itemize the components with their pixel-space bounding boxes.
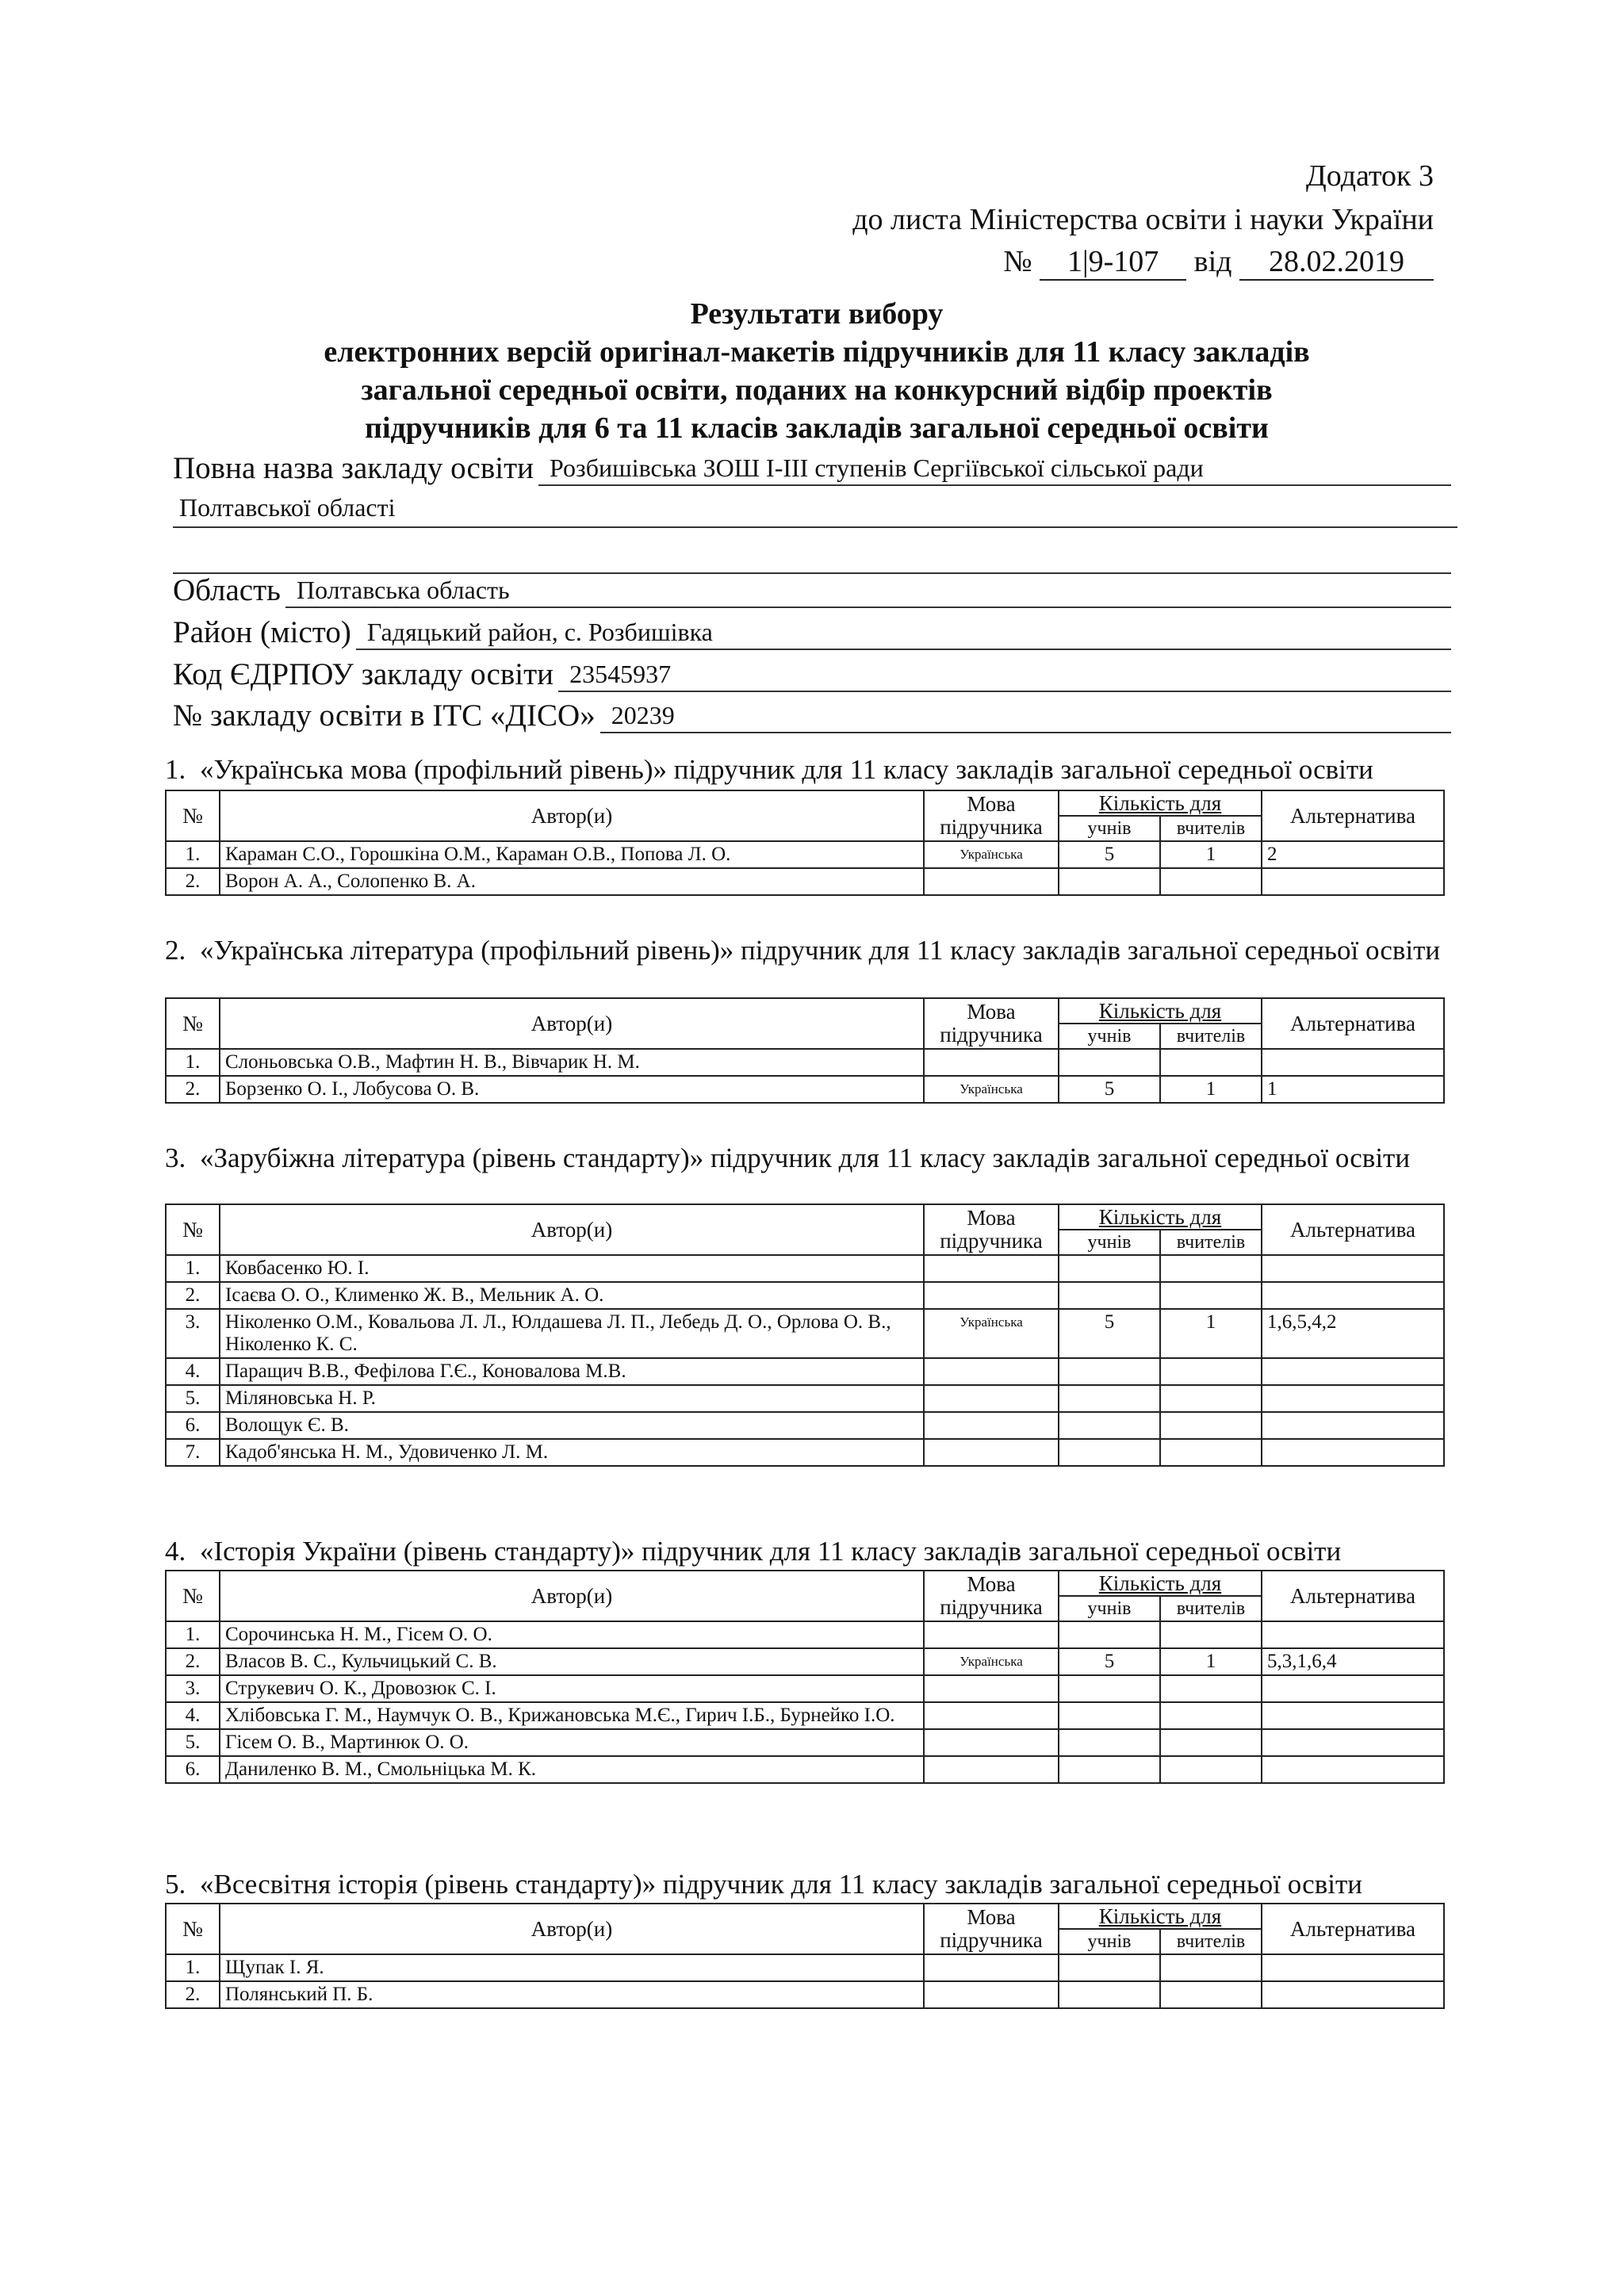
col-header-language: Мова підручника: [924, 1204, 1059, 1255]
table-row: [166, 1439, 1444, 1466]
table-row: [166, 1358, 1444, 1385]
col-header-teachers: вчителів: [1160, 1230, 1262, 1255]
table-header-row: [166, 1204, 1444, 1230]
col-header-author: Автор(и): [220, 1204, 924, 1255]
row-author: Полянський П. Б.: [220, 1981, 924, 2008]
col-header-students: учнів: [1059, 1596, 1160, 1621]
row-students: [1059, 1255, 1160, 1282]
row-students: [1059, 1729, 1160, 1756]
row-students: [1059, 868, 1160, 895]
col-header-quantity: [1059, 1204, 1262, 1230]
col-header-no: №: [166, 1204, 220, 1255]
section-name: «Всесвітня історія (рівень стандарту)» підручник для 11 класу закладів загальної середньої освіти: [200, 1869, 1362, 1900]
number-label: №: [1003, 245, 1032, 278]
title-line-4: підручників для 6 та 11 класів закладів загальної середньої освіти: [365, 411, 1269, 445]
section-number: 2.: [165, 935, 186, 966]
quantity-label: Кількість для: [1098, 998, 1222, 1023]
row-teachers: [1160, 1621, 1262, 1648]
row-alternative: [1262, 1954, 1444, 1981]
row-students: [1059, 1756, 1160, 1783]
row-teachers: 1: [1160, 1309, 1262, 1358]
col-header-no: №: [166, 1904, 220, 1954]
title-line-2: електронних версій оригінал-макетів підручників для 11 класу закладів: [324, 335, 1310, 369]
row-students: [1059, 1049, 1160, 1076]
table-row: [166, 1702, 1444, 1729]
row-language: [924, 1049, 1059, 1076]
letter-reference: до листа Міністерства освіти і науки України: [852, 203, 1434, 236]
title-line-3: загальної середньої освіти, поданих на конкурсний відбір проектів: [361, 373, 1273, 407]
region-field: [173, 572, 1451, 608]
section-title: [165, 1868, 1456, 1901]
table-header-row: [166, 1904, 1444, 1929]
section-name: «Історія України (рівень стандарту)» підручник для 11 класу закладів загальної середньої освіти: [200, 1536, 1342, 1567]
region-label: Область: [173, 573, 281, 607]
row-number: 7.: [166, 1439, 220, 1466]
row-teachers: [1160, 868, 1262, 895]
quantity-label: Кількість для: [1098, 1571, 1222, 1595]
quantity-label: Кількість для: [1098, 1904, 1222, 1928]
col-header-author: Автор(и): [220, 790, 924, 841]
col-header-quantity: [1059, 998, 1262, 1024]
row-alternative: [1262, 1255, 1444, 1282]
table-row: [166, 868, 1444, 895]
district-label: Район (місто): [173, 615, 351, 649]
col-header-students: учнів: [1059, 816, 1160, 841]
row-teachers: [1160, 1954, 1262, 1981]
row-language: Українська: [924, 1309, 1059, 1358]
row-number: 1.: [166, 1621, 220, 1648]
row-alternative: [1262, 1412, 1444, 1439]
row-author: Кадоб'янська Н. М., Удовиченко Л. М.: [220, 1439, 924, 1466]
row-students: [1059, 1621, 1160, 1648]
table-row: [166, 1076, 1444, 1103]
row-language: [924, 1358, 1059, 1385]
row-language: [924, 1621, 1059, 1648]
row-author: Ворон А. А., Солопенко В. А.: [220, 868, 924, 895]
col-header-alternative: Альтернатива: [1262, 790, 1444, 841]
section-title: [165, 753, 1456, 786]
section-number: 4.: [165, 1536, 186, 1567]
row-teachers: [1160, 1358, 1262, 1385]
full-name-field: [173, 450, 1451, 486]
row-alternative: [1262, 1675, 1444, 1702]
full-name-label: Повна назва закладу освіти: [173, 451, 534, 485]
quantity-label: Кількість для: [1098, 1204, 1222, 1229]
row-alternative: [1262, 1282, 1444, 1309]
col-header-language: Мова підручника: [924, 1571, 1059, 1621]
row-language: [924, 868, 1059, 895]
table-header-row: [166, 998, 1444, 1024]
row-author: Власов В. С., Кульчицький С. В.: [220, 1648, 924, 1675]
row-students: 5: [1059, 1076, 1160, 1103]
results-table: [165, 790, 1445, 896]
row-author: Міляновська Н. Р.: [220, 1385, 924, 1412]
edrpou-label: Код ЄДРПОУ закладу освіти: [173, 657, 554, 691]
row-teachers: [1160, 1282, 1262, 1309]
row-language: [924, 1981, 1059, 2008]
row-author: Борзенко О. І., Лобусова О. В.: [220, 1076, 924, 1103]
row-author: Ковбасенко Ю. І.: [220, 1255, 924, 1282]
table-row: [166, 1385, 1444, 1412]
row-students: [1059, 1412, 1160, 1439]
row-alternative: 2: [1262, 841, 1444, 868]
letter-date: 28.02.2019: [1239, 244, 1434, 281]
row-alternative: 5,3,1,6,4: [1262, 1648, 1444, 1675]
district-field: [173, 614, 1451, 650]
row-students: [1059, 1981, 1160, 2008]
row-alternative: [1262, 1702, 1444, 1729]
table-row: [166, 1648, 1444, 1675]
row-author: Струкевич О. К., Дровозюк С. І.: [220, 1675, 924, 1702]
row-author: Караман С.О., Горошкіна О.М., Караман О.В., Попова Л. О.: [220, 841, 924, 868]
col-header-alternative: Альтернатива: [1262, 998, 1444, 1049]
col-header-teachers: вчителів: [1160, 1024, 1262, 1049]
row-alternative: [1262, 1358, 1444, 1385]
table-header-row: [166, 1571, 1444, 1596]
row-alternative: [1262, 1621, 1444, 1648]
table-row: [166, 1412, 1444, 1439]
row-teachers: [1160, 1385, 1262, 1412]
col-header-language: Мова підручника: [924, 998, 1059, 1049]
row-language: Українська: [924, 1076, 1059, 1103]
its-label: № закладу освіти в ІТС «ДІСО»: [173, 698, 596, 733]
table-row: [166, 1756, 1444, 1783]
col-header-no: №: [166, 1571, 220, 1621]
section-name: «Українська мова (профільний рівень)» підручник для 11 класу закладів загальної середньої освіти: [200, 754, 1373, 785]
row-students: 5: [1059, 1648, 1160, 1675]
row-language: Українська: [924, 1648, 1059, 1675]
row-teachers: [1160, 1981, 1262, 2008]
row-teachers: [1160, 1675, 1262, 1702]
col-header-students: учнів: [1059, 1024, 1160, 1049]
row-author: Щупак І. Я.: [220, 1954, 924, 1981]
table-row: [166, 1954, 1444, 1981]
row-students: 5: [1059, 1309, 1160, 1358]
results-table: [165, 1570, 1445, 1784]
section-title: [165, 1142, 1456, 1175]
col-header-teachers: вчителів: [1160, 1596, 1262, 1621]
table-row: [166, 1621, 1444, 1648]
title-line-1: Результати вибору: [690, 297, 944, 331]
table-row: [166, 1729, 1444, 1756]
row-alternative: [1262, 1981, 1444, 2008]
col-header-alternative: Альтернатива: [1262, 1571, 1444, 1621]
row-students: [1059, 1282, 1160, 1309]
row-language: [924, 1675, 1059, 1702]
table-row: [166, 1255, 1444, 1282]
row-number: 3.: [166, 1675, 220, 1702]
row-alternative: [1262, 1049, 1444, 1076]
row-language: [924, 1756, 1059, 1783]
row-author: Ісаєва О. О., Клименко Ж. В., Мельник А. О.: [220, 1282, 924, 1309]
row-number: 1.: [166, 841, 220, 868]
row-number: 1.: [166, 1049, 220, 1076]
row-language: [924, 1439, 1059, 1466]
row-number: 1.: [166, 1255, 220, 1282]
row-author: Паращич В.В., Фефілова Г.Є., Коновалова М.В.: [220, 1358, 924, 1385]
row-students: [1059, 1385, 1160, 1412]
edrpou-value: 23545937: [558, 660, 1451, 692]
section-title: [165, 934, 1456, 967]
row-alternative: [1262, 868, 1444, 895]
row-author: Хлібовська Г. М., Наумчук О. В., Крижановська М.Є., Гирич І.Б., Бурнейко І.О.: [220, 1702, 924, 1729]
row-number: 5.: [166, 1385, 220, 1412]
row-alternative: [1262, 1756, 1444, 1783]
col-header-author: Автор(и): [220, 1571, 924, 1621]
row-number: 6.: [166, 1412, 220, 1439]
quantity-label: Кількість для: [1098, 790, 1222, 815]
row-number: 4.: [166, 1358, 220, 1385]
row-number: 2.: [166, 1282, 220, 1309]
col-header-teachers: вчителів: [1160, 816, 1262, 841]
its-value: 20239: [600, 701, 1451, 733]
row-students: [1059, 1358, 1160, 1385]
table-header-row: [166, 790, 1444, 816]
row-number: 2.: [166, 1648, 220, 1675]
table-row: [166, 1981, 1444, 2008]
section-title: [165, 1535, 1456, 1568]
col-header-no: №: [166, 998, 220, 1049]
row-students: [1059, 1675, 1160, 1702]
row-alternative: [1262, 1439, 1444, 1466]
col-header-quantity: [1059, 1571, 1262, 1596]
row-alternative: 1,6,5,4,2: [1262, 1309, 1444, 1358]
row-number: 4.: [166, 1702, 220, 1729]
results-table: [165, 997, 1445, 1104]
region-value: Полтавська область: [285, 576, 1451, 608]
row-teachers: 1: [1160, 841, 1262, 868]
row-teachers: [1160, 1255, 1262, 1282]
table-row: [166, 1675, 1444, 1702]
row-language: [924, 1385, 1059, 1412]
document-title: [159, 295, 1475, 447]
col-header-author: Автор(и): [220, 998, 924, 1049]
row-teachers: 1: [1160, 1076, 1262, 1103]
row-author: Волощук Є. В.: [220, 1412, 924, 1439]
appendix-label: Додаток 3: [1305, 159, 1434, 193]
row-language: [924, 1412, 1059, 1439]
row-author: Гісем О. В., Мартинюк О. О.: [220, 1729, 924, 1756]
row-alternative: 1: [1262, 1076, 1444, 1103]
section-number: 3.: [165, 1142, 186, 1173]
row-teachers: [1160, 1439, 1262, 1466]
row-number: 2.: [166, 1076, 220, 1103]
row-teachers: [1160, 1702, 1262, 1729]
col-header-students: учнів: [1059, 1230, 1160, 1255]
section-name: «Зарубіжна література (рівень стандарту)» підручник для 11 класу закладів загальної середньої освіти: [200, 1142, 1411, 1173]
row-author: Ніколенко О.М., Ковальова Л. Л., Юлдашева Л. П., Лебедь Д. О., Орлова О. В., Ніколенко К. С.: [220, 1309, 924, 1358]
letter-number-date: [1003, 244, 1434, 281]
row-number: 5.: [166, 1729, 220, 1756]
row-alternative: [1262, 1385, 1444, 1412]
row-teachers: [1160, 1729, 1262, 1756]
col-header-language: Мова підручника: [924, 790, 1059, 841]
section-name: «Українська література (профільний рівень)» підручник для 11 класу закладів загальної середньої освіти: [200, 935, 1441, 966]
col-header-quantity: [1059, 790, 1262, 816]
row-students: [1059, 1954, 1160, 1981]
row-language: [924, 1282, 1059, 1309]
col-header-alternative: Альтернатива: [1262, 1904, 1444, 1954]
row-students: [1059, 1702, 1160, 1729]
row-number: 6.: [166, 1756, 220, 1783]
from-label: від: [1193, 245, 1232, 278]
row-language: [924, 1954, 1059, 1981]
row-students: 5: [1059, 841, 1160, 868]
row-teachers: [1160, 1049, 1262, 1076]
row-author: Слоньовська О.В., Мафтин Н. В., Вівчарик Н. М.: [220, 1049, 924, 1076]
col-header-quantity: [1059, 1904, 1262, 1929]
row-number: 2.: [166, 868, 220, 895]
col-header-alternative: Альтернатива: [1262, 1204, 1444, 1255]
edrpou-field: [173, 656, 1451, 692]
district-value: Гадяцький район, с. Розбишівка: [356, 618, 1451, 650]
row-teachers: [1160, 1412, 1262, 1439]
col-header-no: №: [166, 790, 220, 841]
col-header-teachers: вчителів: [1160, 1929, 1262, 1954]
row-author: Даниленко В. М., Смольніцька М. К.: [220, 1756, 924, 1783]
row-language: [924, 1729, 1059, 1756]
col-header-author: Автор(и): [220, 1904, 924, 1954]
full-name-value: Розбишівська ЗОШ І-ІІІ ступенів Сергіївської сільської ради: [538, 453, 1451, 486]
letter-number: 1|9-107: [1040, 244, 1186, 281]
table-row: [166, 1282, 1444, 1309]
section-number: 5.: [165, 1869, 186, 1900]
row-teachers: 1: [1160, 1648, 1262, 1675]
row-language: [924, 1255, 1059, 1282]
row-author: Сорочинська Н. М., Гісем О. О.: [220, 1621, 924, 1648]
row-students: [1059, 1439, 1160, 1466]
row-language: Українська: [924, 841, 1059, 868]
col-header-language: Мова підручника: [924, 1904, 1059, 1954]
results-table: [165, 1903, 1445, 2009]
table-row: [166, 1049, 1444, 1076]
col-header-students: учнів: [1059, 1929, 1160, 1954]
row-number: 3.: [166, 1309, 220, 1358]
row-number: 2.: [166, 1981, 220, 2008]
full-name-continuation: Полтавської області: [173, 493, 1457, 528]
blank-line: [173, 539, 1451, 574]
table-row: [166, 841, 1444, 868]
row-alternative: [1262, 1729, 1444, 1756]
its-field: [173, 698, 1451, 733]
table-row: [166, 1309, 1444, 1358]
results-table: [165, 1203, 1445, 1467]
row-number: 1.: [166, 1954, 220, 1981]
row-language: [924, 1702, 1059, 1729]
row-teachers: [1160, 1756, 1262, 1783]
section-number: 1.: [165, 754, 186, 785]
